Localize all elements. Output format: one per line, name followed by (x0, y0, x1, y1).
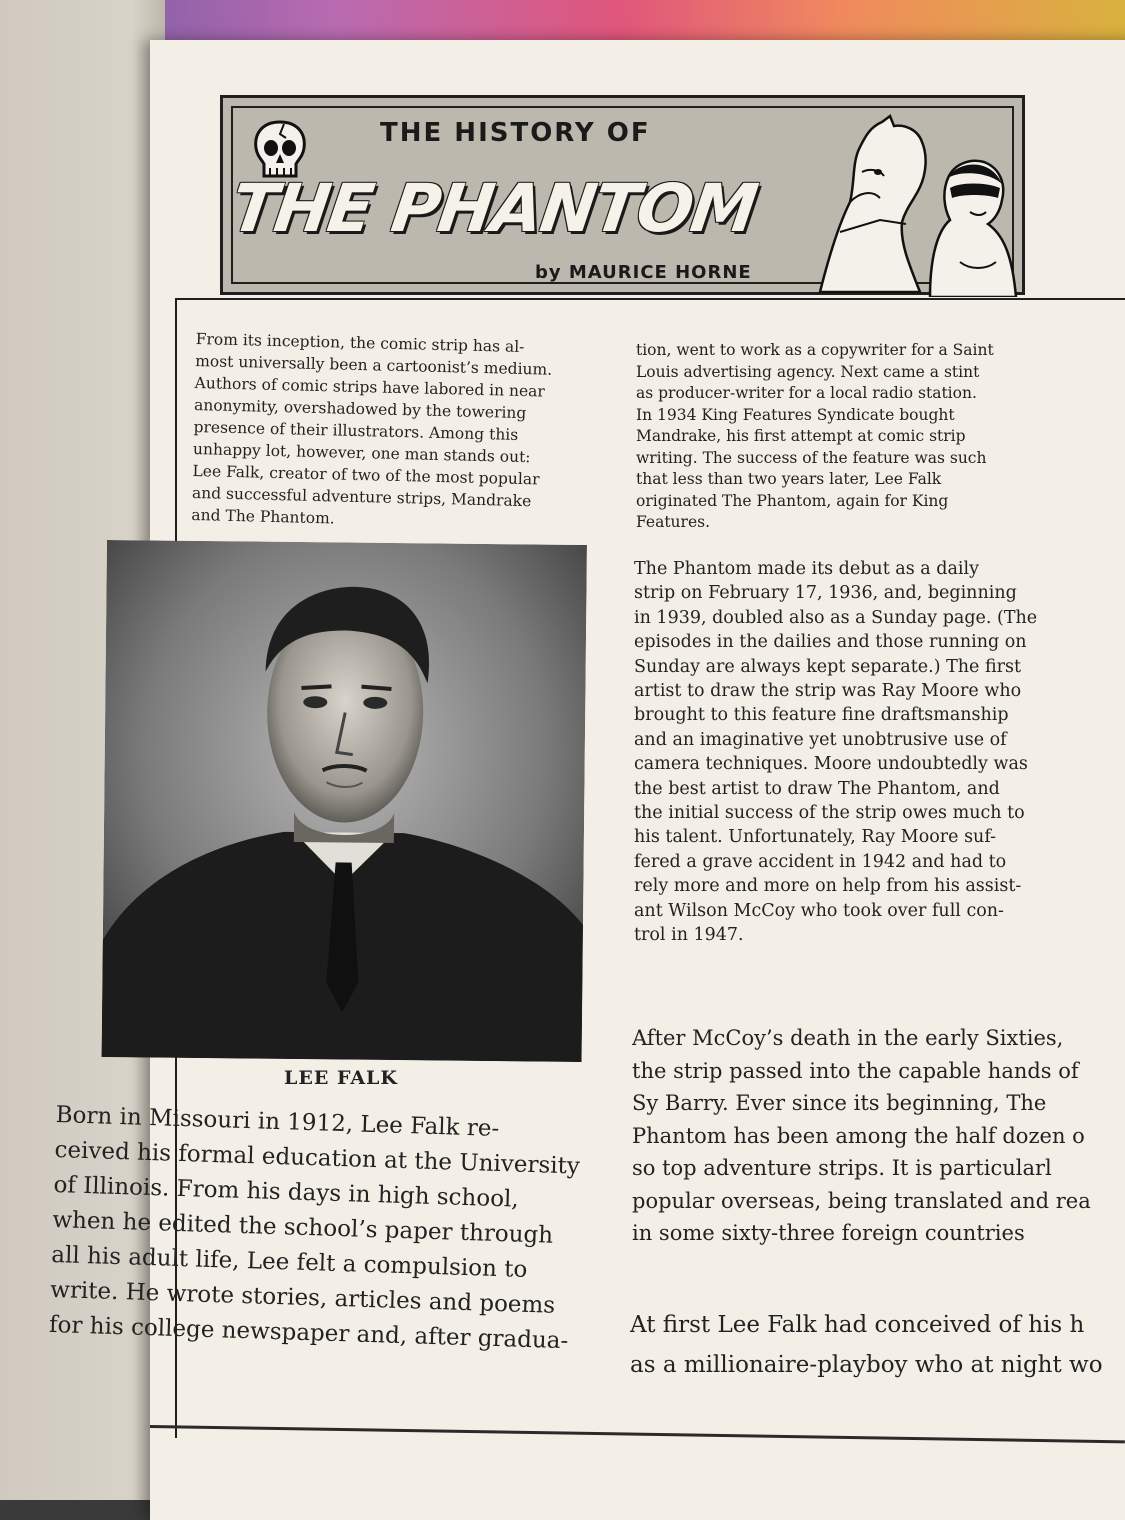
text-line: Louis advertising agency. Next came a stint (636, 362, 980, 381)
text-line: in some sixty-three foreign countries (632, 1221, 1025, 1245)
text-line: rely more and more on help from his assist- (634, 876, 1022, 897)
text-line: and The Phantom. (191, 505, 335, 528)
text-line: After McCoy’s death in the early Sixties, (632, 1026, 1064, 1050)
text-line: of Illinois. From his days in high school, (53, 1172, 520, 1213)
text-line: as a millionaire-playboy who at night wo (630, 1352, 1103, 1378)
text-line: brought to this feature fine draftsmanship (634, 705, 1009, 726)
portrait-photo (102, 540, 587, 1062)
text-line: ceived his formal education at the University (54, 1137, 581, 1180)
text-line: popular overseas, being translated and rea (632, 1188, 1091, 1213)
phantom-and-horse-illustration (810, 112, 1020, 297)
text-line: Mandrake, his first attempt at comic strip (636, 427, 966, 445)
conceived-paragraph (630, 1305, 1125, 1385)
text-line: strip on February 17, 1936, and, beginning (634, 583, 1017, 604)
text-line: At first Lee Falk had conceived of his h (630, 1312, 1085, 1338)
banner-title: THE PHANTOM (226, 170, 761, 247)
text-line: The Phantom made its debut as a daily (634, 559, 979, 579)
text-line: that less than two years later, Lee Falk (636, 470, 942, 488)
text-line: artist to draw the strip was Ray Moore who (634, 681, 1022, 702)
text-line: Authors of comic strips have labored in near (194, 373, 546, 401)
author-byline: by MAURICE HORNE (535, 262, 752, 283)
text-line: trol in 1947. (634, 925, 744, 946)
text-line: tion, went to work as a copywriter for a Saint (636, 341, 994, 359)
text-line: unhappy lot, however, one man stands out: (192, 439, 531, 467)
text-line: the initial success of the strip owes much to (634, 803, 1025, 824)
text-line: anonymity, overshadowed by the towering (193, 395, 527, 423)
text-line: Born in Missouri in 1912, Lee Falk re- (55, 1102, 500, 1142)
text-line: In 1934 King Features Syndicate bought (636, 405, 955, 424)
text-line: as producer-writer for a local radio station. (636, 384, 977, 402)
text-line: episodes in the dailies and those running on (634, 632, 1027, 653)
text-line: From its inception, the comic strip has al- (195, 329, 525, 357)
text-line: fered a grave accident in 1942 and had to (634, 851, 1007, 872)
text-line: in 1939, doubled also as a Sunday page. (The (634, 607, 1038, 628)
debut-paragraph (634, 557, 1076, 948)
photo-caption: LEE FALK (284, 1067, 398, 1089)
biography-paragraph (49, 1098, 596, 1360)
text-line: the best artist to draw The Phantom, and (634, 778, 1000, 799)
text-line: most universally been a cartoonist’s medium. (194, 351, 553, 379)
text-line: and successful adventure strips, Mandrake (191, 483, 532, 511)
text-line: his talent. Unfortunately, Ray Moore suf- (634, 827, 997, 848)
career-paragraph (636, 340, 1041, 534)
text-line: presence of their illustrators. Among this (193, 417, 519, 444)
mccoy-paragraph (632, 1022, 1125, 1250)
lee-falk-portrait (102, 540, 587, 1062)
text-line: ant Wilson McCoy who took over full con- (634, 900, 1004, 921)
text-line: Phantom has been among the half dozen o (632, 1123, 1085, 1148)
text-line: all his adult life, Lee felt a compulsion to (50, 1241, 528, 1283)
text-line: Sy Barry. Ever since its beginning, The (632, 1091, 1047, 1115)
intro-paragraph (191, 328, 601, 536)
text-line: writing. The success of the feature was such (636, 448, 987, 467)
text-line: when he edited the school’s paper through (52, 1206, 554, 1249)
text-line: camera techniques. Moore undoubtedly was (634, 754, 1028, 775)
text-line: so top adventure strips. It is particularl (632, 1156, 1052, 1180)
text-line: write. He wrote stories, articles and poems (49, 1276, 556, 1319)
text-line: and an imaginative yet unobtrusive use of (634, 729, 1007, 750)
banner-kicker: THE HISTORY OF (380, 118, 651, 148)
text-line: for his college newspaper and, after gradua- (48, 1311, 569, 1355)
text-line: Lee Falk, creator of two of the most popular (192, 461, 540, 489)
text-line: Sunday are always kept separate.) The first (634, 656, 1021, 677)
text-line: originated The Phantom, again for King (636, 491, 949, 510)
text-line: the strip passed into the capable hands of (632, 1058, 1079, 1083)
text-line: Features. (636, 513, 710, 531)
